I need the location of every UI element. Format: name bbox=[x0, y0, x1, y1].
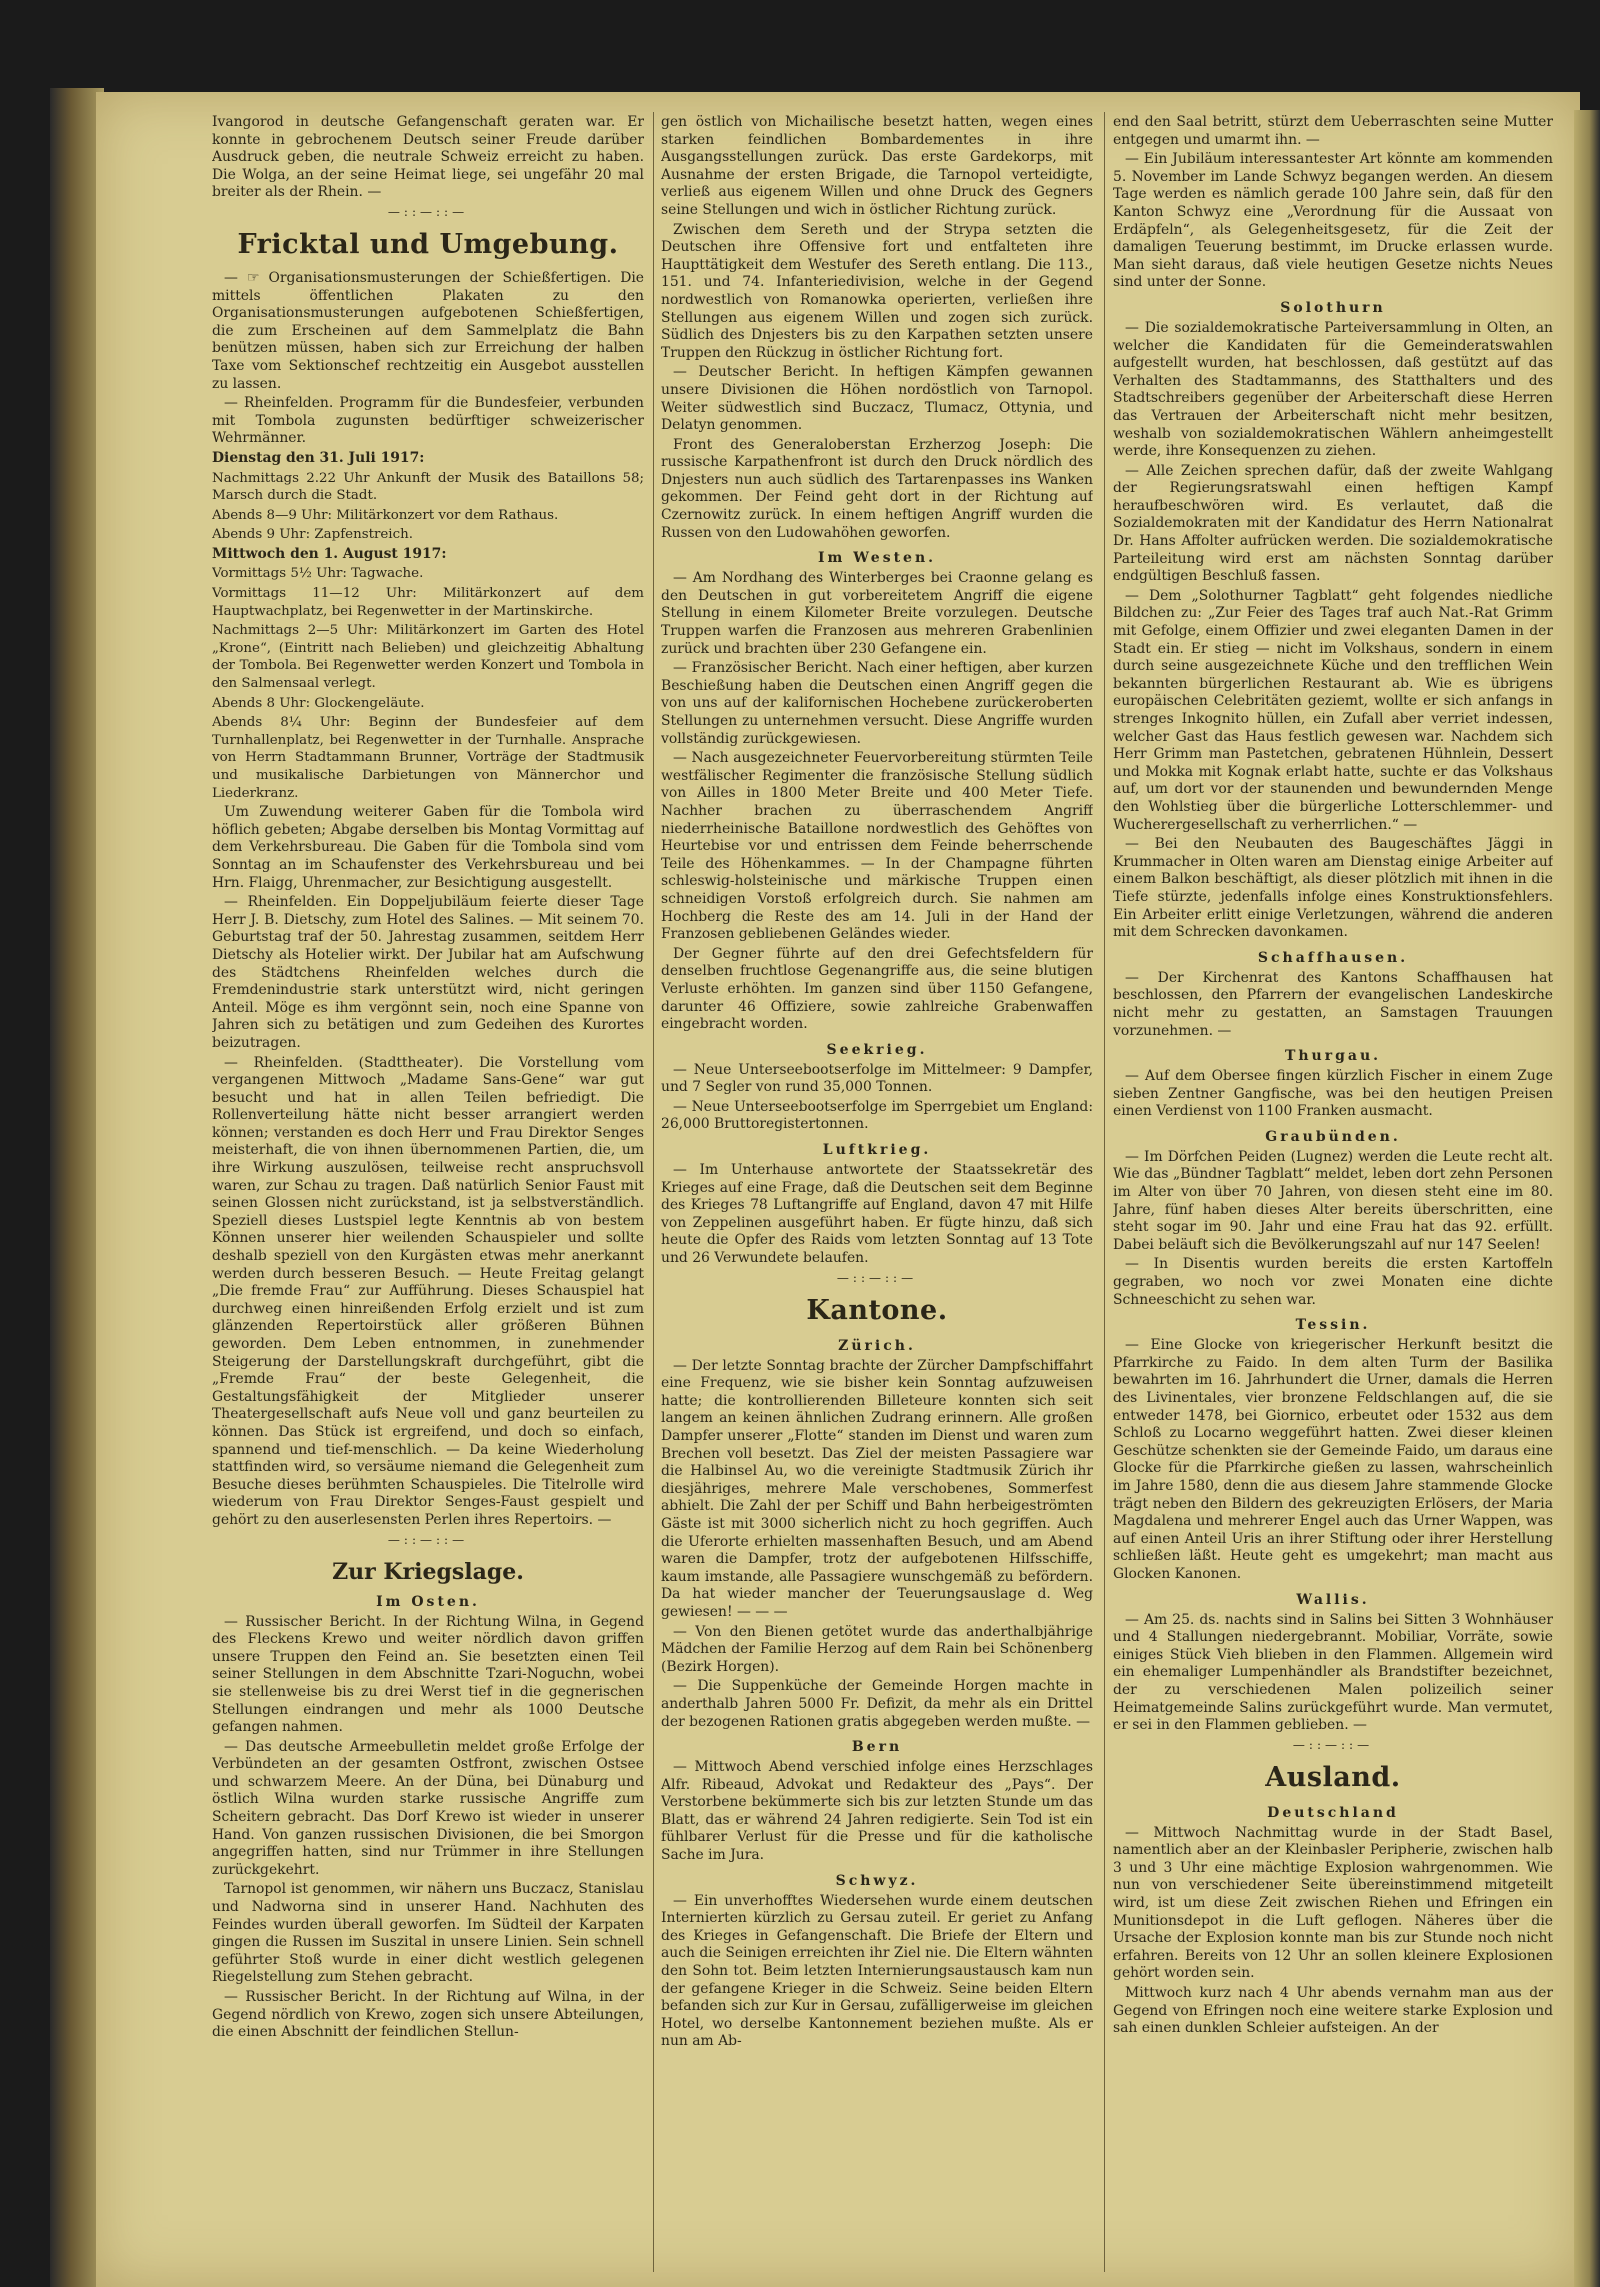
section-heading-ausland: Ausland. bbox=[1265, 1761, 1401, 1793]
article-text: — Rheinfelden. Programm für die Bundesfeier, verbunden mit Tombola zugunsten bedürftiger schweizerischer Wehrmänner. bbox=[212, 395, 644, 447]
subheading-luftkrieg: Luftkrieg. bbox=[822, 1142, 932, 1159]
section-heading-fricktal: Fricktal und Umgebung. bbox=[237, 228, 619, 260]
column-2 bbox=[661, 114, 1093, 2264]
program-item: Nachmittags 2—5 Uhr: Militärkonzert im Garten des Hotel „Krone“, (Eintritt nach Belieben) und gleichzeitig Abhaltung der Tombola. Bei Regenwetter werden Konzert und Tombola in den Salmensaal verlegt. bbox=[212, 623, 644, 692]
program-item: Abends 8—9 Uhr: Militärkonzert vor dem Rathaus. bbox=[212, 507, 559, 523]
program-item: Abends 9 Uhr: Zapfenstreich. bbox=[212, 527, 413, 543]
article-text: — Am Nordhang des Winterberges bei Craonne gelang es den Deutschen in gut vorbereitetem Angriff die eigene Stellung in einem Kilometer Breite vorzulegen. Deutsche Truppen warfen die Franzosen aus mehreren Grabenlinien zurück und brachten über 230 Gefangene ein. bbox=[661, 570, 1093, 657]
subheading-westen: Im Westen. bbox=[817, 550, 937, 567]
article-text: — Der Kirchenrat des Kantons Schaffhausen hat beschlossen, den Pfarrern der evangelischen Landeskirche nicht mehr zu gestatten, an Samstagen Trauungen vorzunehmen. — bbox=[1113, 969, 1553, 1039]
article-text: — Der letzte Sonntag brachte der Zürcher Dampfschiffahrt eine Frequenz, wie sie bisher kein Sonntag aufzuweisen hatte; die kontrollierenden Billeteure konnten sich seit langem an keinen ähnlichen Zudrang erinnern. Alle großen Dampfer unserer „Flotte“ standen im Dienst und waren zum Brechen voll besetzt. Das Ziel der meisten Passagiere war die Halbinsel Au, wo die vereinigte Stadtmusik Zürich ihr diesjähriges, mehrere Male verschobenes, Sommerfest abhielt. Die Zahl der per Schiff und Bahn herbeigeströmten Gäste ist mit 3000 sicherlich nicht zu hoch gegriffen. Auch die Uferorte erhielten massenhaften Besuch, und am Abend waren die Dampfer, trotz der aufgebotenen Hilfsschiffe, kaum imstande, alle Passagiere wunschgemäß zu befördern. Da hat wieder mancher der Teuerungsauslage d. Weg gewiesen! — — — bbox=[661, 1357, 1093, 1620]
article-text: — Russischer Bericht. In der Richtung auf Wilna, in der Gegend nördlich von Krewo, zogen sich unsere Abteilungen, die einen Abschnitt der feindlichen Stellun- bbox=[212, 1989, 644, 2041]
article-text: end den Saal betritt, stürzt dem Ueberraschten seine Mutter entgegen und umarmt ihn. — bbox=[1113, 114, 1553, 148]
section-heading-kriegslage: Zur Kriegslage. bbox=[332, 1558, 524, 1585]
subheading-thurgau: Thurgau. bbox=[1284, 1048, 1382, 1065]
article-text: — Im Unterhause antwortete der Staatssekretär des Krieges auf eine Frage, daß die Deutschen seit dem Beginne des Krieges 78 Luftangriffe auf England, davon 47 mit Hilfe von Zeppelinen ausgeführt haben. Er fügte hinzu, daß sich heute die Opfer des Raids vom letzten Sonntag auf 13 Tote und 26 Verwundete belaufen. bbox=[661, 1162, 1093, 1267]
article-text: Tarnopol ist genommen, wir nähern uns Buczacz, Stanislau und Nadworna sind in unserer Hand. Nachhuten des Feindes wurden überall geworfen. Im Südteil der Karpaten gingen die Russen im Suszital in unsere Linien. Sein schnell geführter Stoß wurde in einer dicht westlich gelegenen Riegelstellung zum Stehen gebracht. bbox=[212, 1881, 644, 1986]
article-text: Mittwoch kurz nach 4 Uhr abends vernahm man aus der Gegend von Efringen noch eine weitere starke Explosion und sah einen dunklen Schleier aufsteigen. An der bbox=[1113, 1985, 1553, 2037]
column-rule bbox=[653, 112, 654, 2272]
subheading-seekrieg: Seekrieg. bbox=[826, 1041, 928, 1058]
subheading-wallis: Wallis. bbox=[1296, 1591, 1370, 1608]
article-text: Front des Generaloberstan Erzherzog Joseph: Die russische Karpathenfront ist durch den Druck nördlich des Dnjesters nun auch südlich des Tartarenpasses ins Wanken gekommen. Der Feind geht dort in der Richtung auf Czernowitz zurück. In einem heftigen Angriff wurden die Russen von den Ludowahöhen geworfen. bbox=[661, 436, 1093, 541]
article-text: Ivangorod in deutsche Gefangenschaft geraten war. Er konnte in gebrochenem Deutsch seiner Freude darüber Ausdruck geben, die neutrale Schweiz erreicht zu haben. Die Wolga, an der seine Heimat liege, sei ungefähr 20 mal breiter als der Rhein. — bbox=[212, 114, 644, 201]
article-text: Um Zuwendung weiterer Gaben für die Tombola wird höflich gebeten; Abgabe derselben bis Montag Vormittag auf dem Verkehrsbureau. Die Gaben für die Tombola sind vom Sonntag an im Schaufenster des Verkehrsbureau und bei Hrn. Flaigg, Uhrenmacher, zur Besichtigung ausgestellt. bbox=[212, 804, 644, 891]
program-item: Abends 8¼ Uhr: Beginn der Bundesfeier auf dem Turnhallenplatz, bei Regenwetter in der Turnhalle. Ansprache von Herrn Stadtammann Brunner, Vorträge der Stadtmusik und musikalische Darbietungen von Männerchor und Liederkranz. bbox=[212, 715, 644, 801]
program-item: Vormittags 11—12 Uhr: Militärkonzert auf dem Hauptwachplatz, bei Regenwetter in der Martinskirche. bbox=[212, 586, 644, 619]
subheading-deutschland: Deutschland bbox=[1267, 1804, 1399, 1821]
article-text: Zwischen dem Sereth und der Strypa setzten die Deutschen ihre Offensive fort und entfalteten ihre Haupttätigkeit dem Westufer des Sereth entlang. Die 113., 151. und 74. Infanteriedivision, welche in der Gegend nordwestlich von Romanowka operierten, verließen ihre Stellungen aus eigenem Willen und zogen sich zurück. Südlich des Dnjesters bis zu den Karpathen setzten unsere Truppen den Rückzug in östlicher Richtung fort. bbox=[661, 221, 1093, 361]
section-heading-kantone: Kantone. bbox=[806, 1294, 948, 1326]
article-text: — Deutscher Bericht. In heftigen Kämpfen gewannen unsere Divisionen die Höhen nordöstlich von Tarnopol. Weiter südwestlich sind Buczacz, Tlumacz, Ottynia, und Delatyn genommen. bbox=[661, 364, 1093, 434]
article-text: — Die sozialdemokratische Parteiversammlung in Olten, an welcher die Kandidaten für die Gemeinderatswahlen aufgestellt wurden, hat beschlossen, daß gestützt auf das Verhalten des Stadtammanns, des Statthalters und des Stadtschreibers gegenüber der Arbeiterschaft diese Herren das Vertrauen der Arbeiterschaft nicht mehr besitzen, weshalb von sozialdemokratischen Wählern anheimgestellt werde, ihre Konsequenzen zu ziehen. bbox=[1113, 319, 1553, 460]
article-text: — Neue Unterseebootserfolge im Sperrgebiet um England: 26,000 Bruttoregistertonnen. bbox=[661, 1098, 1093, 1133]
article-text: — Im Dörfchen Peiden (Lugnez) werden die Leute recht alt. Wie das „Bündner Tagblatt“ meldet, leben dort zehn Personen im Alter von über 70 Jahren, von diesen steht eine im 80. Jahre, fünf haben dieses Alter bereits überschritten, eine steht sogar im 90. Jahr und eine Frau hat das 92. erfüllt. Dabei beläuft sich die Bevölkerungszahl auf nur 147 Seelen! bbox=[1113, 1148, 1553, 1253]
separator: —::—::— bbox=[1292, 1737, 1374, 1752]
article-text: — In Disentis wurden bereits die ersten Kartoffeln gegraben, wo noch vor zwei Monaten eine dichte Schneeschicht zu sehen war. bbox=[1113, 1256, 1553, 1308]
subheading-tessin: Tessin. bbox=[1295, 1317, 1371, 1334]
column-1 bbox=[212, 114, 644, 2264]
article-text: — Die Suppenküche der Gemeinde Horgen machte in anderthalb Jahren 5000 Fr. Defizit, da mehr als ein Drittel der bezogenen Rationen gratis abgegeben werden mußte. — bbox=[661, 1678, 1093, 1730]
separator: —::—::— bbox=[836, 1270, 918, 1285]
article-text: — Das deutsche Armeebulletin meldet große Erfolge der Verbündeten an der gesamten Ostfront, zwischen Ostsee und schwarzem Meere. An der Düna, bei Dünaburg und östlich Wilna wurden starke russische Angriffe zum Scheitern gebracht. Das Dorf Krewo ist wieder in unserer Hand. Von ganzen russischen Divisionen, die bei Smorgon angegriffen hatten, sind nur Trümmer in ihre Stellungen zurückgekehrt. bbox=[212, 1738, 644, 1878]
article-text: — Ein Jubiläum interessantester Art könnte am kommenden 5. November im Lande Schwyz begangen werden. An diesem Tage werden es nämlich gerade 100 Jahre sein, daß für den Kanton Schwyz eine „Verordnung für die Aussaat von Erdäpfeln“, als Gelegenheitsgesetz, für die Zeit der damaligen Teuerung bestimmt, im Drucke erlassen wurde. Man sieht daraus, daß viele heutigen Gesetze nichts Neues sind unter der Sonne. bbox=[1113, 151, 1553, 291]
separator: —::—::— bbox=[387, 1532, 469, 1547]
article-text: — ☞ Organisationsmusterungen der Schießfertigen. Die mittels öffentlichen Plakaten zu den Organisationsmusterungen aufgebotenen Schießfertigen, die zum Erscheinen auf dem Sammelplatz die Bahn benützen müssen, haben sich zur Erreichung der halben Taxe vom Sektionschef rechtzeitig ein Ausgebot ausstellen zu lassen. bbox=[212, 269, 644, 392]
subheading-bern: Bern bbox=[851, 1739, 903, 1756]
article-text: — Russischer Bericht. In der Richtung Wilna, in Gegend des Fleckens Krewo und weiter nördlich davon griffen unsere Truppen den Feind an. Sie besetzten einen Teil seiner Stellungen in dem Abschnitte Tzari-Noguchn, wobei sie stellenweise bis zu drei Werst tief in die gegnerischen Stellungen eindrangen und mehr als 1000 Deutsche gefangen nahmen. bbox=[212, 1613, 644, 1736]
article-text: — Bei den Neubauten des Baugeschäftes Jäggi in Krummacher in Olten waren am Dienstag einige Arbeiter auf einem Balkon beschäftigt, als dieser plötzlich mit ihnen in die Tiefe stürzte, jedenfalls infolge eines Konstruktionsfehlers. Ein Arbeiter erlitt einige Verletzungen, während die anderen mit dem Schrecken davonkamen. bbox=[1113, 836, 1553, 941]
program-item: Nachmittags 2.22 Uhr Ankunft der Musik des Bataillons 58; Marsch durch die Stadt. bbox=[212, 470, 644, 504]
article-text: — Eine Glocke von kriegerischer Herkunft besitzt die Pfarrkirche zu Faido. In dem alten Turm der Basilika bewahrten im 16. Jahrhundert die Urner, damals die Herren des Livinentales, vier bronzene Feldschlangen auf, die sie entweder 1478, bei Giornico, erbeutet oder 1532 aus dem Schloß zu Locarno weggeführt hatten. Zwei dieser kleinen Geschütze schenkten sie der Gemeinde Faido, um daraus eine Glocke für die Pfarrkirche gießen zu lassen, wahrscheinlich im Jahre 1580, denn die aus diesem Jahre stammende Glocke trägt neben den Bildern des gekreuzigten Erlösers, der Maria Magdalena und mehrerer Engel auch das Urner Wappen, was auf einen Anteil Uris an ihrer Stiftung oder ihrer Herstellung schließen läßt. Heute geht es umgekehrt; man macht aus Glocken Kanonen. bbox=[1113, 1337, 1553, 1582]
article-text: — Französischer Bericht. Nach einer heftigen, aber kurzen Beschießung haben die Deutschen einen Angriff gegen die von uns auf der kalifornischen Hochebene zurückeroberten Stellungen zu unternehmen versucht. Diese Angriffe wurden vollständig zurückgewiesen. bbox=[661, 660, 1093, 747]
program-item: Vormittags 5½ Uhr: Tagwache. bbox=[212, 566, 424, 582]
subheading-schwyz: Schwyz. bbox=[835, 1872, 919, 1889]
subheading-osten: Im Osten. bbox=[376, 1593, 480, 1610]
column-rule bbox=[1104, 112, 1105, 2272]
article-text: — Rheinfelden. (Stadttheater). Die Vorstellung vom vergangenen Mittwoch „Madame Sans-Gene“ war gut besucht und hat in allen Teilen befriedigt. Die Rollenverteilung hätte nicht besser arrangiert werden können; verstanden es doch Herr und Frau Direktor Senges meisterhaft, die von ihnen übernommenen Partien, die, um ihre Wirkung auszulösen, teilweise recht anspruchsvoll waren, zur Schau zu tragen. Daß natürlich Senior Faust mit seinen Glossen nicht zurückstand, ist ja selbstverständlich. Speziell dieses Lustspiel legte Kenntnis ab von bestem Können unserer hier weilenden Schauspieler und sollte deshalb speziell von den Kurgästen etwas mehr anerkannt werden durch besseren Besuch. — Heute Freitag gelangt „Die fremde Frau“ zur Aufführung. Dieses Schauspiel hat durchweg einen hinreißenden Erfolg erzielt und ist zum glänzenden Repertoirstück aller größeren Bühnen geworden. Dem Leben entnommen, in zunehmender Steigerung der Darstellungskraft durchgeführt, gibt die „Fremde Frau“ der beste Gelegenheit, die Gestaltungsfähigkeit der Mitglieder unserer Theatergesellschaft aufs Neue voll und ganz beurteilen zu können. Das Stück ist ergreifend, und doch so einfach, spannend und tief-menschlich. — Da keine Wiederholung stattfinden wird, so versäume niemand die Gelegenheit zum Besuche dieses berühmten Schauspieles. Die Titelrolle wird wiederum von Frau Direktor Senges-Faust gespielt und gehört zu den auserlesensten Perlen ihres Repertoirs. — bbox=[212, 1054, 644, 1528]
column-3 bbox=[1113, 114, 1553, 2264]
article-text: — Ein unverhofftes Wiedersehen wurde einem deutschen Internierten kürzlich zu Gersau zuteil. Er geriet zu Anfang des Krieges in Gefangenschaft. Die Briefe der Eltern und auch die Seinigen erreichten ihr Ziel nie. Die Eltern wähnten den Sohn tot. Beim letzten Internierungsaustausch kam nun der gefangene Krieger in die Schweiz. Seine beiden Eltern befanden sich zur Kur in Gersau, zufälligerweise im gleichen Hotel, wo derselbe Kantonnement beziehen mußte. Als er nun am Ab- bbox=[661, 1892, 1093, 2050]
page-edge bbox=[1574, 110, 1600, 2287]
subheading-graubuenden: Graubünden. bbox=[1265, 1128, 1401, 1145]
article-text: — Alle Zeichen sprechen dafür, daß der zweite Wahlgang der Regierungsratswahl einen heftigen Kampf heraufbeschwören wird. Es verlautet, daß die Sozialdemokraten mit der Kandidatur des Herrn Nationalrat Dr. Hans Affolter aufrücken werden. Die sozialdemokratische Parteileitung wird erst am nächsten Sonntag darüber endgültigen Beschluß fassen. bbox=[1113, 462, 1553, 585]
separator: —::—::— bbox=[387, 204, 469, 219]
program-day: Mittwoch den 1. August 1917: bbox=[212, 545, 447, 562]
program-item: Abends 8 Uhr: Glockengeläute. bbox=[212, 695, 425, 711]
subheading-zuerich: Zürich. bbox=[838, 1337, 916, 1354]
article-text: — Nach ausgezeichneter Feuervorbereitung stürmten Teile westfälischer Regimenter die französische Stellung südlich von Ailles in 1800 Meter Breite und 400 Meter Tiefe. Nachher brachen zu überraschendem Angriff niederrheinische Bataillone nordwestlich des Gehöftes von Heurtebise vor und entrissen dem Feinde beherrschende Teile des Höhenkammes. — In der Champagne führten schleswig-holsteinische und märkische Truppen einen schneidigen Vorstoß erfolgreich durch. Sie nahmen am Hochberg die Reste des am 14. Juli in der Hand der Franzosen gebliebenen Geländes wieder. bbox=[661, 750, 1093, 943]
article-text: Der Gegner führte auf den drei Gefechtsfeldern für denselben fruchtlose Gegenangriffe aus, die seine blutigen Verluste erhöhten. Im ganzen sind über 1150 Gefangene, darunter 46 Offiziere, sowie zahlreiche Grabenwaffen eingebracht worden. bbox=[661, 945, 1093, 1033]
article-text: — Auf dem Obersee fingen kürzlich Fischer in einem Zuge sieben Zentner Gangfische, was bei den heutigen Preisen einen Verdienst von 1100 Franken ausmacht. bbox=[1113, 1068, 1553, 1120]
article-text: — Mittwoch Abend verschied infolge eines Herzschlages Alfr. Ribeaud, Advokat und Redakteur des „Pays“. Der Verstorbene bekümmerte sich bis zur letzten Stunde um das Blatt, das er während 24 Jahren redigierte. Sein Tod ist ein fühlbarer Verlust für die Presse und für die katholische Sache im Jura. bbox=[661, 1759, 1093, 1864]
subheading-schaffhausen: Schaffhausen. bbox=[1257, 949, 1409, 966]
subheading-solothurn: Solothurn bbox=[1280, 299, 1386, 316]
program-day: Dienstag den 31. Juli 1917: bbox=[212, 449, 425, 466]
article-text: — Rheinfelden. Ein Doppeljubiläum feierte dieser Tage Herr J. B. Dietschy, zum Hotel des Salines. — Mit seinem 70. Geburtstag traf der 50. Jahrestag zusammen, seitdem Herr Dietschy als Hotelier wirkt. Der Jubilar hat am Aufschwung des Städtchens Rheinfelden welches durch die Fremdenindustrie stark unterstützt wird, nicht geringen Anteil. Möge es ihm vergönnt sein, noch eine Spanne von Jahren sich zu betätigen und zum Gedeihen des Kurortes beizutragen. bbox=[212, 894, 644, 1051]
article-text: — Dem „Solothurner Tagblatt“ geht folgendes niedliche Bildchen zu: „Zur Feier des Tages traf auch Nat.-Rat Grimm mit Gefolge, einem Offizier und zwei eleganten Damen in der Stadt ein. Er stieg — nicht im Volkshaus, sondern in einem durch seine ausgezeichnete Küche und den trefflichen Wein bekannten bürgerlichen Restaurant ab. Wie es übrigens europäischen Celebritäten geziemt, wollte er sich anfangs in strenges Inkognito hüllen, ein Zufall aber verriet indessen, welcher Gast das Haus festlich gewesen war. Nachdem sich Herr Grimm man Pastetchen, gebratenen Hühnlein, Dessert und Mokka mit Kognak erlabt hatte, suchte er das Volkshaus auf, um dort vor der staunenden und bewundernden Menge den Wohlstieg über die bürgerliche Lotterschlemmer- und Wucherergesellschaft zu verherrlichen.“ — bbox=[1113, 587, 1553, 833]
article-text: — Am 25. ds. nachts sind in Salins bei Sitten 3 Wohnhäuser und 4 Stallungen niedergebrannt. Mobiliar, Vorräte, sowie einiges Stück Vieh blieben in den Flammen. Allgemein wird ein ehemaliger Lumpenhändler als Brandstifter bezeichnet, der zu verschiedenen Malen polizeilich seiner Heimatgemeinde Salins zurückgeführt wurde. Man vermutet, er sei in den Flammen geblieben. — bbox=[1113, 1611, 1553, 1734]
article-text: — Mittwoch Nachmittag wurde in der Stadt Basel, namentlich aber an der Kleinbasler Peripherie, zwischen halb 3 und 3 Uhr eine mächtige Explosion wahrgenommen. Wie nun von verschiedener Seite übereinstimmend mitgeteilt wird, ist um diese Zeit zwischen Riehen und Efringen ein Munitionsdepot in die Luft geflogen. Näheres über die Ursache der Explosion konnte man bis zur Stunde noch nicht erfahren. Bereits von 12 Uhr an sollen kleinere Explosionen gehört worden sein. bbox=[1113, 1824, 1553, 1982]
article-text: — Neue Unterseebootserfolge im Mittelmeer: 9 Dampfer, und 7 Segler von rund 35,000 Tonnen. bbox=[661, 1061, 1093, 1096]
article-text: gen östlich von Michailische besetzt hatten, wegen eines starken feindlichen Bombardementes in ihre Ausgangsstellungen zurück. Das erste Gardekorps, mit Ausnahme der ersten Brigade, die Tarnopol verteidigte, verließ aus eigenem Willen und ohne Druck des Gegners seine Stellungen und wich in östlicher Richtung zurück. bbox=[661, 114, 1093, 218]
article-text: — Von den Bienen getötet wurde das anderthalbjährige Mädchen der Familie Herzog auf dem Rain bei Schönenberg (Bezirk Horgen). bbox=[661, 1623, 1093, 1675]
